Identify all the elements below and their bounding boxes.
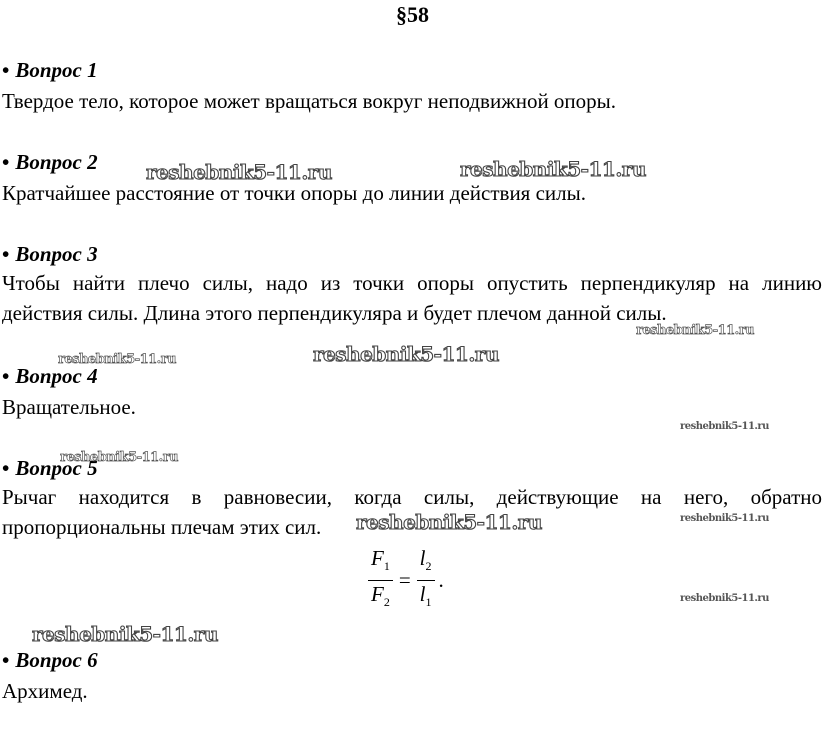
question-4-heading — [2, 364, 98, 389]
lever-formula — [368, 548, 444, 612]
watermark: reshebnik5-11.ru — [58, 352, 177, 367]
arm-ratio — [417, 545, 435, 614]
bullet: • — [2, 456, 10, 480]
question-3-label: Вопрос 3 — [15, 242, 98, 266]
fraction-numerator: $F_1$ — [368, 545, 393, 580]
force-ratio — [368, 545, 393, 614]
question-1-label: Вопрос 1 — [15, 58, 98, 82]
page-title: §58 — [396, 2, 429, 27]
question-4-answer: Вращательное. — [2, 395, 136, 419]
question-1-answer: Твердое тело, которое может вращаться вокруг неподвижной опоры. — [2, 89, 617, 113]
question-6-answer: Архимед. — [2, 679, 88, 703]
fraction-denominator: $F_2$ — [371, 581, 390, 609]
watermark: reshebnik5-11.ru — [60, 450, 179, 465]
question-2-heading — [2, 150, 98, 175]
watermark: reshebnik5-11.ru — [313, 342, 499, 366]
watermark: reshebnik5-11.ru — [460, 157, 646, 181]
watermark: reshebnik5-11.ru — [32, 622, 218, 646]
question-3-answer: Чтобы найти плечо силы, надо из точки опоры опустить перпендикуляр на линию действия силы. Длина этого перпендикуляра и будет плечом данной силы. — [2, 271, 822, 325]
bullet: • — [2, 150, 10, 174]
bullet: • — [2, 648, 10, 672]
question-5-answer: Рычаг находится в равновесии, когда силы, действующие на него, обратно пропорциональны плечам этих сил. — [2, 485, 822, 539]
question-6-heading — [2, 648, 98, 673]
watermark: reshebnik5-11.ru — [636, 323, 755, 338]
watermark: reshebnik5-11.ru — [680, 593, 769, 604]
formula-period: . — [438, 567, 444, 592]
bullet: • — [2, 242, 10, 266]
question-6-label: Вопрос 6 — [15, 648, 98, 672]
question-2-answer: Кратчайшее расстояние от точки опоры до линии действия силы. — [2, 181, 586, 205]
question-4-label: Вопрос 4 — [15, 364, 98, 388]
equals-sign: = — [398, 567, 411, 592]
question-3-heading — [2, 242, 98, 267]
bullet: • — [2, 364, 10, 388]
question-1-heading — [2, 58, 98, 83]
watermark: reshebnik5-11.ru — [680, 513, 769, 524]
fraction-numerator: $l_2$ — [417, 545, 435, 580]
watermark: reshebnik5-11.ru — [146, 160, 332, 184]
fraction-denominator: $l_1$ — [419, 581, 432, 609]
bullet: • — [2, 58, 10, 82]
question-5-label: Вопрос 5 — [15, 456, 98, 480]
watermark: reshebnik5-11.ru — [356, 510, 542, 534]
question-2-label: Вопрос 2 — [15, 150, 98, 174]
watermark: reshebnik5-11.ru — [680, 421, 769, 432]
